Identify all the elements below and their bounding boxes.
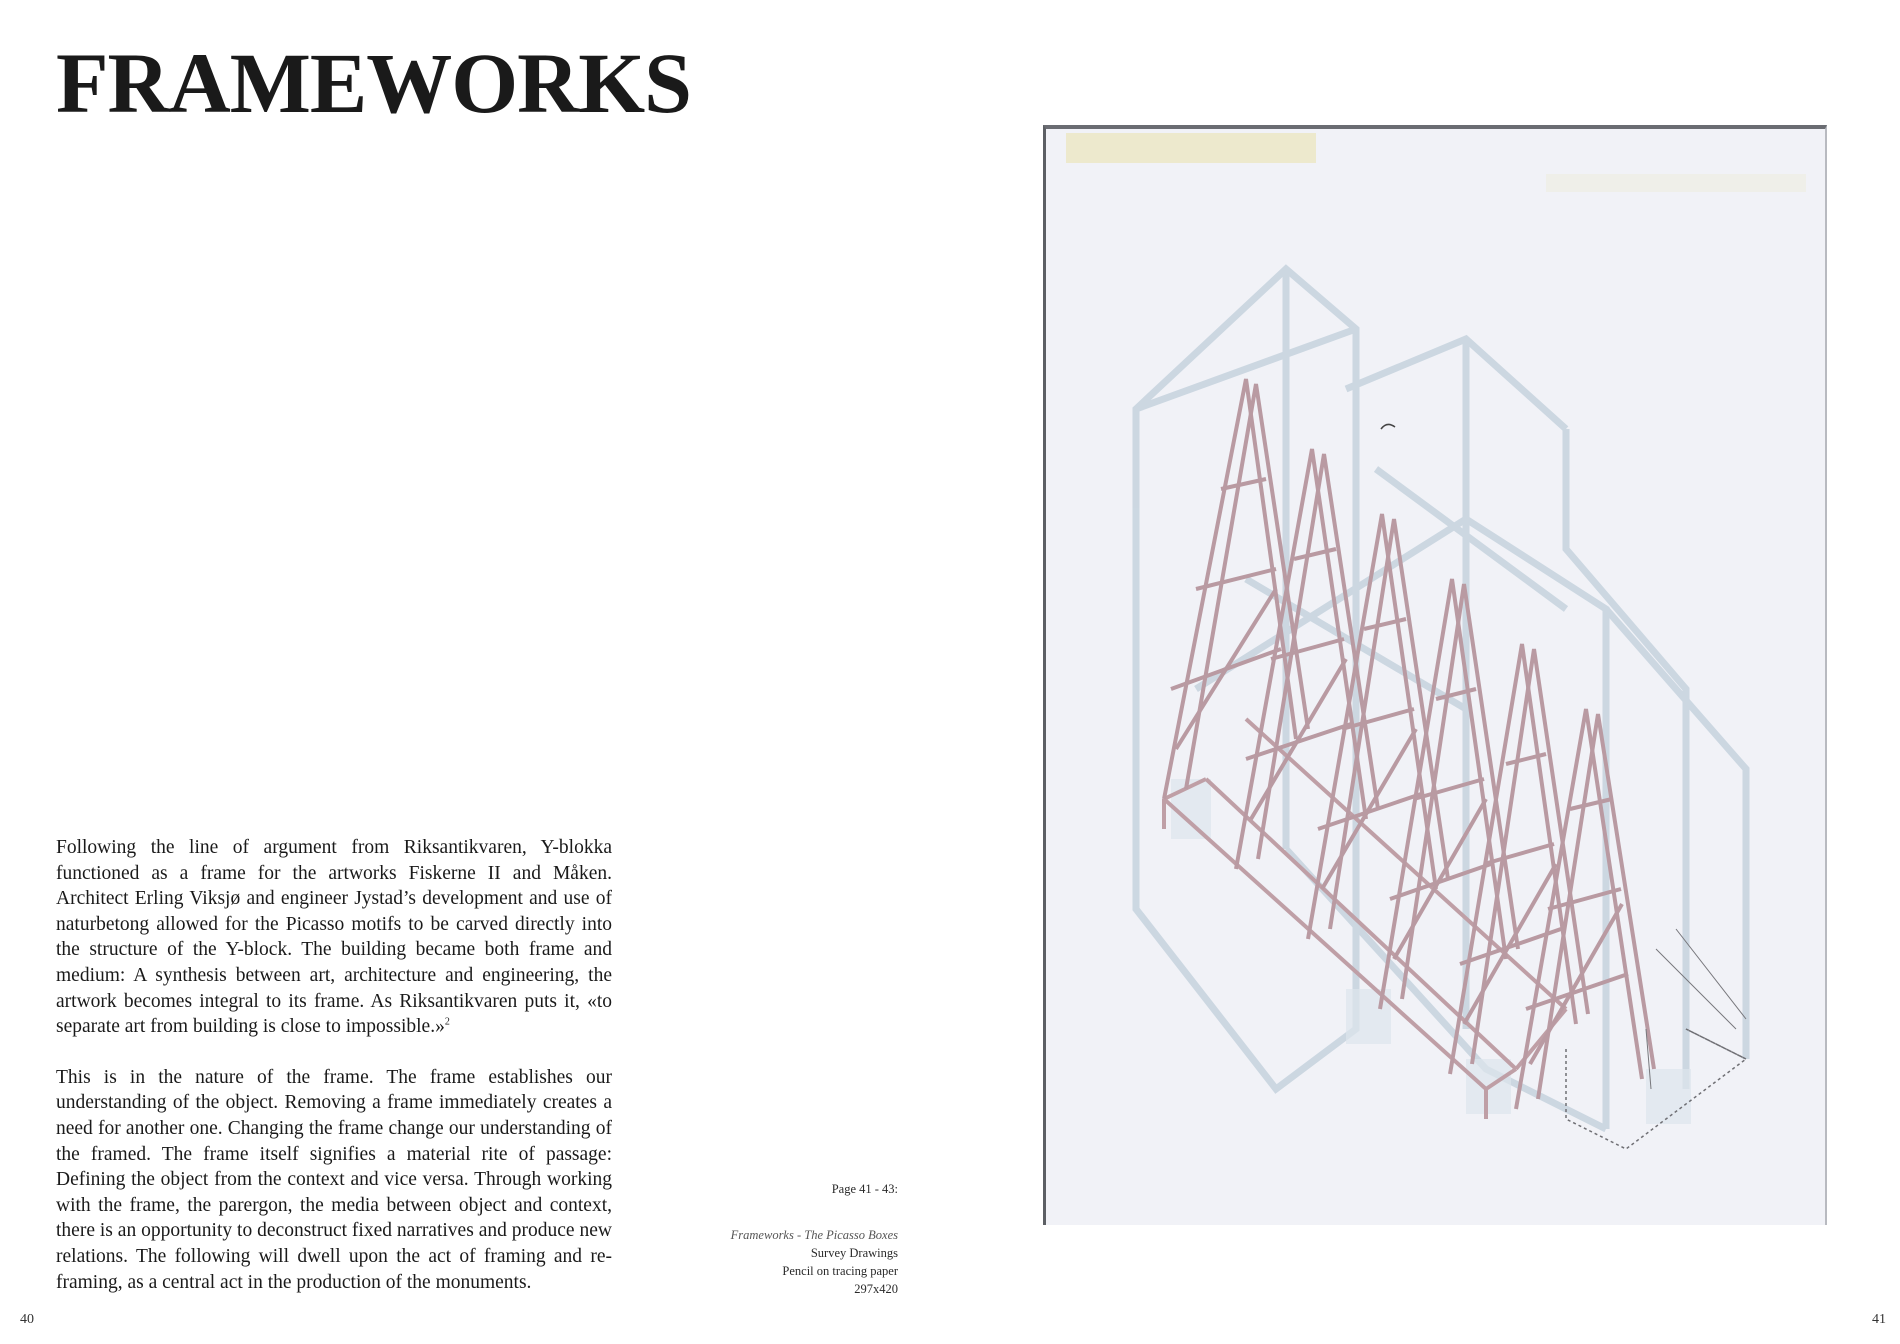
isometric-frame-drawing-icon (1046, 129, 1825, 1225)
caption-series: Frameworks - The Picasso Boxes (730, 1228, 898, 1242)
page-title: FRAMEWORKS (56, 35, 691, 131)
paragraph-1 (56, 835, 612, 1040)
survey-drawing (1043, 125, 1827, 1225)
caption-type: Survey Drawings (810, 1246, 898, 1260)
base-frame (1164, 719, 1566, 1119)
footnote-marker: 2 (444, 1016, 450, 1028)
ghost-blocks (1171, 779, 1691, 1124)
caption-pages: Page 41 - 43: (831, 1182, 898, 1196)
page-number-left: 40 (20, 1312, 34, 1327)
tape-strip (1546, 174, 1806, 192)
body-text (56, 835, 612, 1320)
figure-caption (640, 1180, 898, 1298)
paragraph-1-text: Following the line of argument from Riksantikvaren, Y-blokka functioned as a frame for the artworks Fiskerne II and Måken. Architect Erling Viksjø and engineer Jystad’s development and use of naturbetong allowed for the Picasso motifs to be carved directly into the structure of the Y-block. The building became both frame and medium: A synthesis between art, architecture and engineering, the artwork becomes integral to its frame. As Riksantikvaren puts it, «to separate art from building is close to impossible.» (56, 837, 612, 1038)
page-number-right: 41 (1872, 1312, 1886, 1327)
pencil-mark (1381, 424, 1395, 429)
caption-size: 297x420 (854, 1282, 898, 1296)
caption-medium: Pencil on tracing paper (782, 1264, 898, 1278)
truss-group (1164, 379, 1654, 1109)
pencil-lines (1646, 929, 1746, 1089)
paragraph-2: This is in the nature of the frame. The frame establishes our understanding of the object. Removing a frame immediately creates a need for another one. Changing the frame change our understanding of the framed. The frame itself signifies a material rite of passage: Defining the object from the context and vice versa. Through working with the frame, the parergon, the media between object and context, there is an opportunity to deconstruct fixed narratives and produce new relations. The following will dwell upon the act of framing and re-framing, as a central act in the production of the monuments. (56, 1066, 612, 1293)
tape-strip (1066, 133, 1316, 163)
